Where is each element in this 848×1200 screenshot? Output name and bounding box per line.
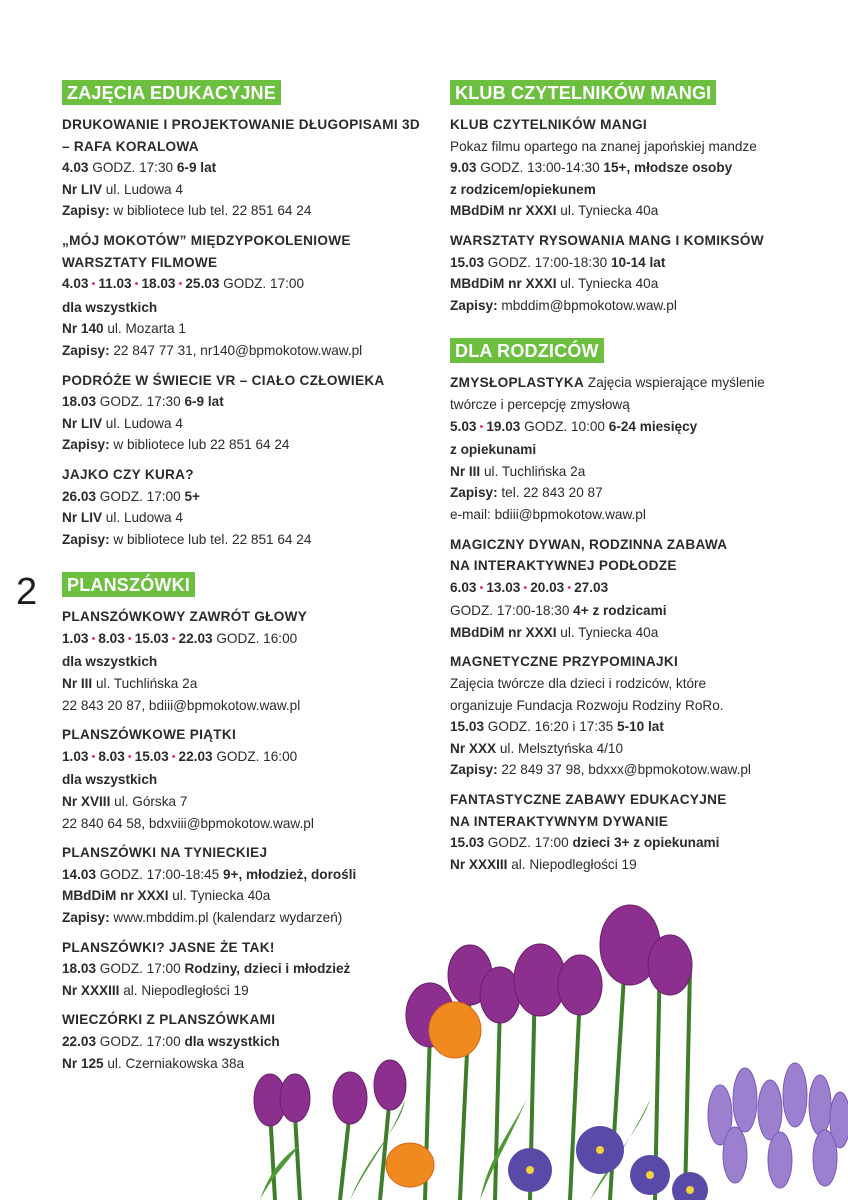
event-date-bold: Rodziny, dzieci i młodzież [184,961,351,977]
event-time: GODZ. 17:30 [88,160,177,176]
event-title: WARSZTATY RYSOWANIA MANG I KOMIKSÓW [450,232,764,248]
event-place [450,738,830,760]
library-name: Nr III [62,676,93,692]
event-date-bold: dla wszystkich [184,1033,280,1049]
registration-label: Zapisy: [450,762,498,778]
event-date-line [62,864,422,886]
event-dates-line [62,746,422,770]
event-date-bold: 15.03 [450,835,485,851]
event-dates-line [450,416,830,440]
registration-label: Zapisy: [62,910,110,925]
event-date-line [450,157,830,179]
event-title: WIECZÓRKI Z PLANSZÓWKAMI [62,1012,276,1028]
section-heading: ZAJĘCIA EDUKACYJNE [62,80,281,105]
event-date: 1.03 [62,748,89,764]
event-dates-line [62,628,422,652]
library-address: ul. Tyniecka 40a [556,203,659,219]
event-date-line [62,486,422,508]
date-separator-dot: • [91,750,96,763]
library-name: MBdDiM nr XXXI [450,276,557,292]
library-name: Nr LIV [62,510,103,526]
library-address: ul. Tuchlińska 2a [480,463,586,479]
event-time: GODZ. 10:00 [520,418,609,434]
event-date: 1.03 [62,630,89,646]
library-address: ul. Mozarta 1 [103,321,186,337]
event-date-bold: 18.03 [62,961,97,977]
event-item [62,114,422,222]
date-separator-dot: • [91,278,96,291]
date-separator-dot: • [127,632,132,645]
date-separator-dot: • [479,581,484,594]
event-item [450,651,830,781]
event-registration [62,340,422,362]
event-time: GODZ. 17:00 [96,488,185,504]
event-time: GODZ. 16:00 [212,748,298,764]
registration-contact: 22 849 37 98, bdxxx@bpmokotow.waw.pl [497,762,751,778]
event-audience: z opiekunami [450,442,537,458]
event-title: „MÓJ MOKOTÓW” MIĘDZYPOKOLENIOWE [62,232,351,248]
library-address: ul. Ludowa 4 [102,415,183,431]
event-date: 6.03 [450,579,477,595]
event-title: PLANSZÓWKOWE PIĄTKI [62,727,237,743]
event-date: 22.03 [178,630,213,646]
section-heading: DLA RODZICÓW [450,338,604,363]
library-address: ul. Tuchlińska 2a [92,676,198,692]
library-name: Nr XXXIII [62,982,120,998]
library-name: Nr III [450,463,481,479]
section-spacer [450,324,830,338]
event-time: GODZ. 17:00 [484,835,573,851]
event-date: 19.03 [486,418,521,434]
event-time: GODZ. 17:00 [96,961,185,977]
event-contact: 22 843 20 87, bdiii@bpmokotow.waw.pl [62,697,301,713]
event-item [62,606,422,716]
right-column [450,80,830,883]
event-date-line [62,391,422,413]
event-date-bold: 10-14 lat [610,254,666,270]
event-title: PLANSZÓWKOWY ZAWRÓT GŁOWY [62,609,308,625]
event-date-bold: 15+, młodsze osoby [603,160,733,176]
event-item [62,464,422,550]
event-place [450,200,830,222]
pansies [508,1126,708,1200]
event-date-line [62,157,422,179]
event-description: Zajęcia twórcze dla dzieci i rodziców, które [450,676,707,692]
event-registration [62,529,422,551]
library-address: ul. Tyniecka 40a [556,276,659,292]
section-heading: KLUB CZYTELNIKÓW MANGI [450,80,716,105]
event-date: 11.03 [98,276,132,292]
library-name: Nr LIV [62,181,103,197]
event-title: MAGICZNY DYWAN, RODZINNA ZABAWA [450,536,728,552]
registration-contact: 22 847 77 31, nr140@bpmokotow.waw.pl [109,342,363,358]
event-registration [450,482,830,504]
registration-contact: tel. 22 843 20 87 [497,485,603,501]
event-time: GODZ. 17:00 [96,1033,185,1049]
registration-contact: w bibliotece lub 22 851 64 24 [109,437,290,453]
event-audience: dla wszystkich [62,299,158,315]
event-title: PLANSZÓWKI NA TYNIECKIEJ [62,845,268,861]
event-date-line [450,716,830,738]
event-date-bold: dzieci 3+ z opiekunami [572,835,720,851]
event-date: 8.03 [98,748,125,764]
library-address: ul. Melsztyńska 4/10 [496,740,624,756]
event-date-bold: 15.03 [450,719,485,735]
registration-contact: www.mbddim.pl (kalendarz wydarzeń) [109,910,343,925]
library-address: ul. Tyniecka 40a [556,624,659,640]
library-name: Nr XXXIII [450,856,508,872]
event-title: MAGNETYCZNE PRZYPOMINAJKI [450,654,679,670]
date-separator-dot: • [91,632,96,645]
event-date: 15.03 [134,748,169,764]
event-title: JAJKO CZY KURA? [62,466,194,482]
event-registration [450,759,830,781]
flowers-illustration [230,900,848,1200]
event-item [62,230,422,362]
event-date: 18.03 [141,276,176,292]
library-name: Nr XVIII [62,794,111,810]
library-address: ul. Ludowa 4 [102,181,183,197]
event-date-line [450,832,830,854]
registration-label: Zapisy: [62,342,110,358]
event-item [450,372,830,525]
library-name: MBdDiM nr XXXI [450,624,557,640]
event-date-bold: 18.03 [62,394,97,410]
event-place [62,791,422,813]
event-place [62,673,422,695]
event-audience: dla wszystkich [62,772,158,788]
event-time: GODZ. 17:00-18:30 [484,254,611,270]
event-audience: z rodzicem/opiekunem [450,181,596,197]
registration-label: Zapisy: [62,437,110,453]
event-audience: 4+ z rodzicami [573,603,667,619]
event-audience: 6-24 miesięcy [608,418,698,434]
date-separator-dot: • [523,581,528,594]
event-date-bold: 5-10 lat [617,719,664,735]
library-address: ul. Tyniecka 40a [168,888,271,904]
date-separator-dot: • [171,750,176,763]
event-item [450,230,830,316]
library-name: Nr LIV [62,415,103,431]
event-date-bold: 9+, młodzież, dorośli [222,866,357,882]
registration-label: Zapisy: [450,297,498,313]
date-separator-dot: • [171,632,176,645]
event-date: 27.03 [574,579,609,595]
registration-contact: mbddim@bpmokotow.waw.pl [497,297,677,313]
event-title: FANTASTYCZNE ZABAWY EDUKACYJNE [450,792,727,808]
event-place [62,179,422,201]
library-address: ul. Czerniakowska 38a [103,1055,245,1071]
event-item [62,724,422,834]
event-date: 25.03 [185,276,220,292]
library-name: Nr XXX [450,740,497,756]
event-date-bold: 22.03 [62,1033,97,1049]
event-title: WARSZTATY FILMOWE [62,254,218,270]
event-time: GODZ. 16:00 [212,630,298,646]
event-registration [450,295,830,317]
event-title: DRUKOWANIE I PROJEKTOWANIE DŁUGOPISAMI 3D [62,117,420,132]
event-time: GODZ. 16:20 i 17:35 [484,719,618,735]
event-item [62,370,422,456]
event-date-bold: 6-9 lat [176,160,217,176]
event-dates-line [62,273,422,297]
event-description: organizuje Fundacja Rozwoju Rodziny RoRo. [450,697,724,713]
event-description: Zajęcia wspierające myślenie [584,375,765,391]
registration-label: Zapisy: [62,203,110,219]
library-name: Nr 125 [62,1055,104,1071]
event-date-bold: 6-9 lat [184,394,224,410]
event-title: NA INTERAKTYWNEJ PODŁODZE [450,558,677,574]
event-date-line [450,252,830,274]
event-date: 15.03 [134,630,169,646]
registration-label: Zapisy: [62,531,110,547]
event-registration [62,434,422,456]
event-time: GODZ. 13:00-14:30 [476,160,604,176]
event-place [62,413,422,435]
library-address: al. Niepodległości 19 [119,982,249,998]
library-address: ul. Górska 7 [110,794,188,810]
event-description: Pokaz filmu opartego na znanej japońskiej mandze [450,138,757,154]
page-number: 2 [16,571,38,613]
section-heading: PLANSZÓWKI [62,572,195,597]
event-audience: dla wszystkich [62,654,158,670]
event-date-bold: 15.03 [450,254,485,270]
event-date-bold: 5+ [184,488,200,504]
event-place [62,318,422,340]
event-date-bold: 14.03 [62,866,97,882]
library-address: ul. Ludowa 4 [102,510,183,526]
registration-contact: w bibliotece lub tel. 22 851 64 24 [109,203,312,219]
event-time: GODZ. 17:00 [219,276,305,292]
event-date: 5.03 [450,418,477,434]
date-separator-dot: • [127,750,132,763]
library-address: al. Niepodległości 19 [507,856,637,872]
registration-contact: w bibliotece lub tel. 22 851 64 24 [109,531,312,547]
event-time-line [450,600,830,622]
event-title: KLUB CZYTELNIKÓW MANGI [450,117,647,132]
event-date: 4.03 [62,276,89,292]
event-title-line [450,372,830,394]
event-title: NA INTERAKTYWNYM DYWANIE [450,813,669,829]
event-place [62,507,422,529]
event-date-bold: 4.03 [62,160,89,176]
event-date-bold: 9.03 [450,160,477,176]
date-separator-dot: • [178,278,183,291]
event-date: 13.03 [486,579,521,595]
event-contact: e-mail: bdiii@bpmokotow.waw.pl [450,506,646,522]
event-title: PODRÓŻE W ŚWIECIE VR – CIAŁO CZŁOWIEKA [62,372,385,388]
event-date: 20.03 [530,579,565,595]
date-separator-dot: • [134,278,139,291]
event-place [450,622,830,644]
event-date: 8.03 [98,630,125,646]
event-registration [62,200,422,222]
section-spacer [62,558,422,572]
event-item [450,534,830,644]
event-time: GODZ. 17:00-18:45 [96,866,223,882]
event-description: twórcze i percepcję zmysłową [450,396,630,412]
event-item [450,114,830,222]
registration-label: Zapisy: [450,485,498,501]
library-name: MBdDiM nr XXXI [62,888,169,904]
event-date: 22.03 [178,748,213,764]
crocuses [708,1063,848,1188]
event-place [450,461,830,483]
date-separator-dot: • [567,581,572,594]
event-place [450,854,830,876]
event-contact: 22 840 64 58, bdxviii@bpmokotow.waw.pl [62,815,314,831]
event-dates-line [450,577,830,601]
event-title: ZMYSŁOPLASTYKA [450,375,585,391]
library-name: MBdDiM nr XXXI [450,203,557,219]
event-title: – RAFA KORALOWA [62,138,199,154]
event-place [450,273,830,295]
event-time: GODZ. 17:30 [96,394,185,410]
event-date-bold: 26.03 [62,488,97,504]
event-time: GODZ. 17:00-18:30 [450,603,574,619]
event-item [450,789,830,875]
date-separator-dot: • [479,420,484,433]
library-name: Nr 140 [62,321,104,337]
event-title: PLANSZÓWKI? JASNE ŻE TAK! [62,939,275,955]
